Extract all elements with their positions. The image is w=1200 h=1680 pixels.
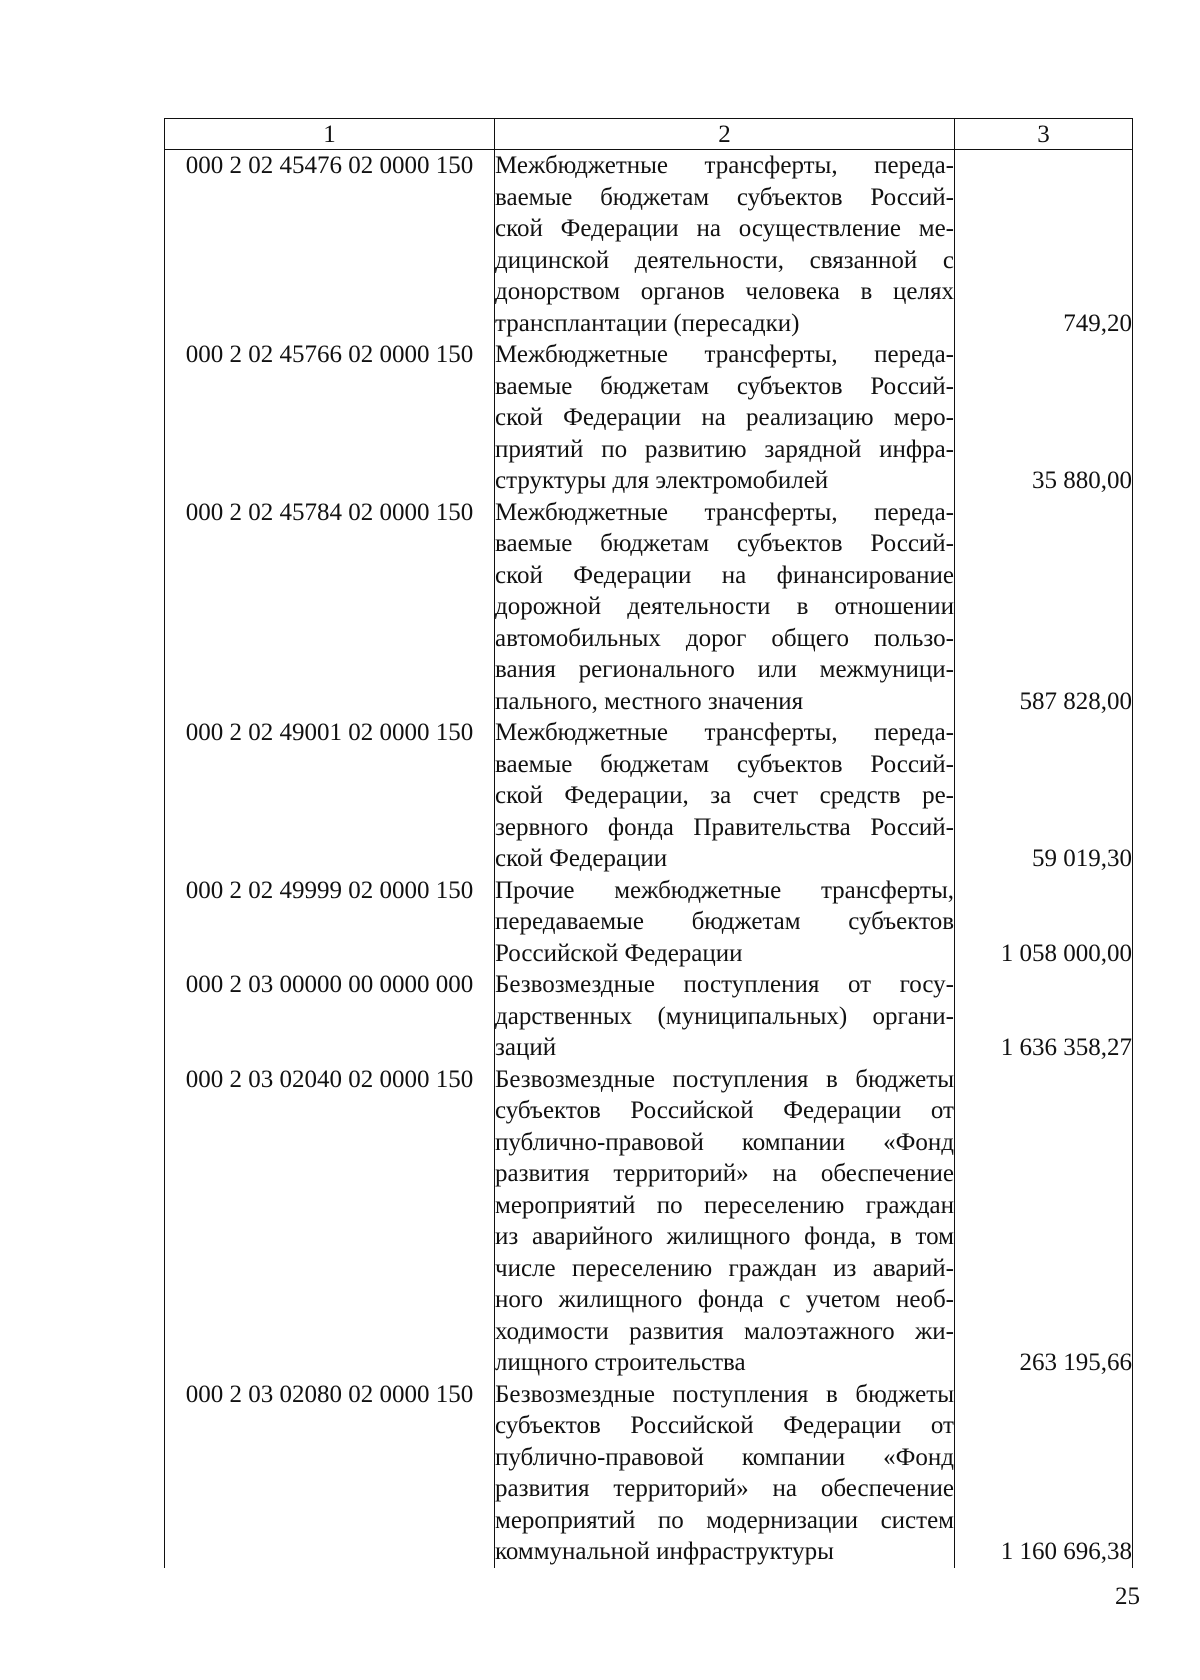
description-line: пального, местного значения [495,687,804,715]
description-line: ваемые бюджетам субъектов Россий- [495,530,954,557]
budget-code-cell: 000 2 02 45766 02 0000 150 [165,339,495,497]
table-row [165,969,1133,1064]
amount-cell: 35 880,00 [955,339,1133,497]
description-line: Российской Федерации [495,939,743,967]
description-line: ходимости развития малоэтажного жи- [495,1317,954,1345]
description-line: Безвозмездные поступления в бюджеты [495,1065,954,1093]
description-line: дицинской деятельности, связанной с [495,246,954,274]
table-row [165,717,1133,875]
amount-cell: 1 636 358,27 [955,969,1133,1064]
description-line: коммунальной инфраструктуры [495,1538,834,1565]
description-cell [495,1064,955,1379]
amount-cell: 587 828,00 [955,497,1133,718]
description-line: ваемые бюджетам субъектов Россий- [495,750,954,778]
description-cell [495,497,955,718]
description-line: ваемые бюджетам субъектов Россий- [495,183,954,211]
budget-code-cell: 000 2 02 45476 02 0000 150 [165,150,495,340]
description-line: мероприятий по модернизации систем [495,1506,954,1534]
description-cell [495,875,955,970]
page-number: 25 [1115,1583,1140,1610]
description-line: лищного строительства [495,1349,746,1376]
description-line: автомобильных дорог общего пользо- [495,624,954,652]
description-line: дарственных (муниципальных) органи- [495,1002,954,1030]
description-line: структуры для электромобилей [495,467,829,494]
amount-cell: 1 160 696,38 [955,1379,1133,1568]
description-line: Межбюджетные трансферты, переда- [495,498,954,526]
budget-revenue-table [164,118,1133,1568]
description-line: публично-правовой компании «Фонд [495,1128,954,1156]
description-line: числе переселению граждан из аварий- [495,1254,954,1282]
description-line: Прочие межбюджетные трансферты, [495,876,954,904]
budget-code-cell: 000 2 03 00000 00 0000 000 [165,969,495,1064]
description-cell [495,1379,955,1568]
description-line: субъектов Российской Федерации от [495,1097,954,1124]
description-line: из аварийного жилищного фонда, в том [495,1223,954,1250]
description-line: трансплантации (пересадки) [495,309,800,337]
table-row [165,875,1133,970]
description-cell [495,969,955,1064]
description-line: ской Федерации [495,845,668,872]
table-row [165,339,1133,497]
description-line: развития территорий» на обеспечение [495,1160,954,1187]
description-line: Межбюджетные трансферты, переда- [495,152,954,179]
table-row [165,150,1133,340]
description-line: развития территорий» на обеспечение [495,1475,954,1502]
description-line: приятий по развитию зарядной инфра- [495,435,954,463]
description-line: Безвозмездные поступления в бюджеты [495,1380,954,1408]
description-line: ного жилищного фонда с учетом необ- [495,1286,954,1313]
description-cell [495,717,955,875]
description-line: донорством органов человека в целях [495,278,954,305]
description-line: дорожной деятельности в отношении [495,593,954,620]
table-header-row [165,119,1133,150]
budget-code-cell: 000 2 03 02040 02 0000 150 [165,1064,495,1379]
budget-code-cell: 000 2 02 49999 02 0000 150 [165,875,495,970]
table-body [165,150,1133,1568]
budget-code-cell: 000 2 02 45784 02 0000 150 [165,497,495,718]
table-row [165,1379,1133,1568]
amount-cell: 59 019,30 [955,717,1133,875]
budget-code-cell: 000 2 02 49001 02 0000 150 [165,717,495,875]
amount-cell: 263 195,66 [955,1064,1133,1379]
description-line: Межбюджетные трансферты, переда- [495,341,954,368]
table-row [165,497,1133,718]
description-line: зервного фонда Правительства Россий- [495,813,954,841]
description-line: Безвозмездные поступления от госу- [495,971,954,998]
description-line: мероприятий по переселению граждан [495,1191,954,1219]
description-line: заций [495,1034,557,1061]
description-line: ской Федерации на финансирование [495,561,954,589]
amount-cell: 749,20 [955,150,1133,340]
description-line: Межбюджетные трансферты, переда- [495,719,954,746]
description-cell [495,339,955,497]
description-line: вания регионального или межмуници- [495,656,954,683]
description-line: ской Федерации на осуществление ме- [495,215,954,242]
header-col-3: 3 [955,119,1133,150]
description-line: публично-правовой компании «Фонд [495,1443,954,1471]
description-line: передаваемые бюджетам субъектов [495,908,954,935]
budget-code-cell: 000 2 03 02080 02 0000 150 [165,1379,495,1568]
header-col-1: 1 [165,119,495,150]
table-row [165,1064,1133,1379]
header-col-2: 2 [495,119,955,150]
amount-cell: 1 058 000,00 [955,875,1133,970]
description-cell [495,150,955,340]
description-line: ской Федерации на реализацию меро- [495,404,954,431]
description-line: субъектов Российской Федерации от [495,1412,954,1439]
description-line: ваемые бюджетам субъектов Россий- [495,372,954,400]
description-line: ской Федерации, за счет средств ре- [495,782,954,809]
